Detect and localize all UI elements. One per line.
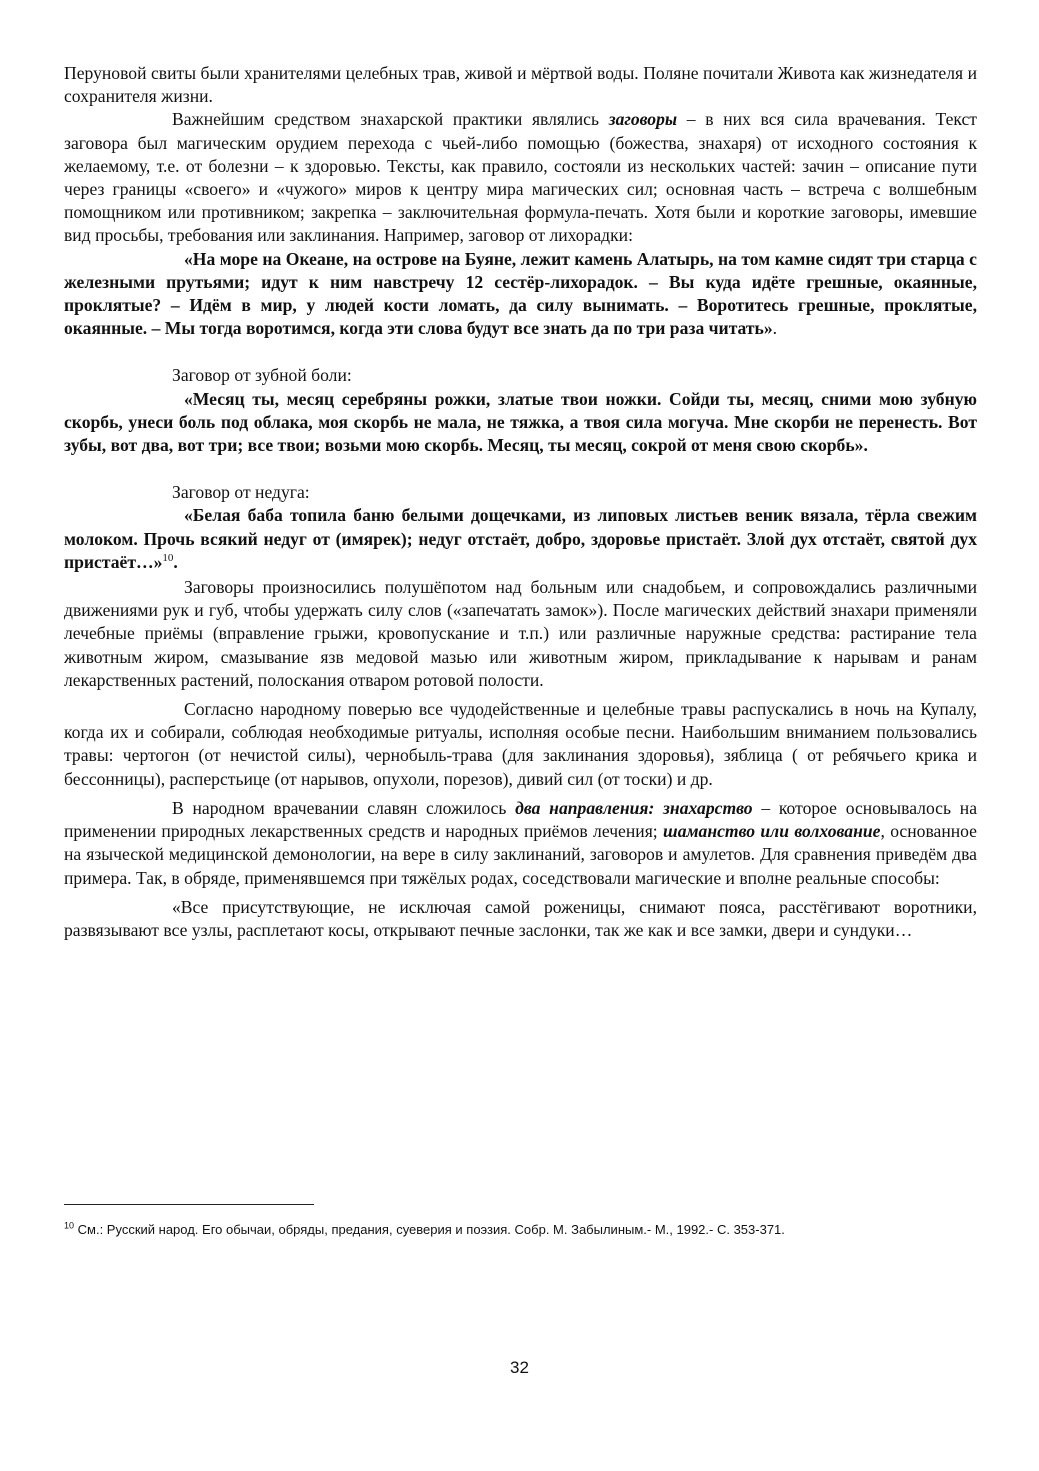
spell-fever	[64, 248, 977, 341]
spacer	[64, 457, 977, 481]
paragraph-5-text-cont: – которое основывалось на применении природных лекарственных средств и народных приёмов лечения;	[64, 797, 978, 842]
term-zagovory: заговоры	[608, 109, 678, 130]
paragraph-5-text: В народном врачевании славян сложилось	[172, 797, 516, 818]
footnote-text: См.: Русский народ. Его обычаи, обряды, предания, суеверия и поэзия. Собр. М. Забылиным.- М., 1992.- С. 353-371.	[74, 1222, 785, 1237]
paragraph-2-text: Важнейшим средством знахарской практики являлись	[172, 109, 609, 130]
heading-ailment: Заговор от недуга:	[172, 482, 310, 503]
paragraph-6: «Все присутствующие, не исключая самой роженицы, снимают пояса, расстёгивают воротники, развязывают все узлы, расплетают косы, открывают печные заслонки, так же как и все замки, двери и сундуки…	[64, 896, 977, 940]
paragraph-4: Согласно народному поверью все чудодейственные и целебные травы распускались в ночь на Купалу, когда их и собирали, соблюдая необходимые ритуалы, исполняя особые песни. Наибольшим вниманием пользовались травы: чертогон (от нечистой силы), чернобыль-трава (для заклинания здоровья), зяблица ( от ребячьего крика и бессонницы), расперстьице (от нарывов, опухоли, порезов), дивий сил (от тоски) и др.	[64, 699, 977, 789]
spacer	[64, 340, 977, 364]
spell-fever-text: «На море на Океане, на острове на Буяне, лежит камень Алатырь, на том камне сидят три старца с железными прутьями; идут к ним навстречу 12 сестёр-лихорадок. – Вы куда идёте грешные, окаянные, проклятые? – Идём в мир, у людей кости ломать, да силу вынимать. – Воротитесь грешные, проклятые, окаянные. – Мы тогда воротимся, когда эти слова будут все знать да по три раза читать»	[64, 248, 977, 339]
spell-toothache: «Месяц ты, месяц серебряны рожки, златые твои ножки. Сойди ты, месяц, сними мою зубную скорбь, унеси боль под облака, моя скорбь не мала, не тяжка, а твоя сила могуча. Мне скорби не перенесть. Вот зубы, вот два, вот три; все твои; возьми мою скорбь. Месяц, ты месяц, сокрой от меня свою скорбь».	[64, 388, 977, 456]
heading-toothache: Заговор от зубной боли:	[172, 365, 352, 386]
footnote-separator	[64, 1204, 314, 1205]
footnote-ref: 10	[162, 552, 174, 564]
spell-ailment-text: «Белая баба топила баню белыми дощечками, из липовых листьев веник вязала, тёрла свежим молоком. Прочь всякий недуг от (имярек); недуг отстаёт, добро, здоровье пристаёт. Злой дух отстаёт, святой дух пристаёт…»	[64, 505, 977, 572]
page-number: 32	[510, 1358, 529, 1377]
page-body	[64, 62, 977, 942]
term-shamanism: шаманство или волхование	[663, 821, 881, 842]
paragraph-3: Заговоры произносились полушёпотом над больным или снадобьем, и сопровождались различными движениями рук и губ, чтобы удержать силу слов («запечатать замок»). После магических действий знахари применяли лечебные приёмы (вправление грыжи, кровопускание и т.п.) или различные наружные средства: растирание тела животным жиром, смазывание язв медовой мазью или животным жиром, прикладывание к нарывам и ранам лекарственных растений, полоскания отваром ротовой полости.	[64, 577, 977, 690]
footnote-number: 10	[64, 1220, 75, 1231]
paragraph-5	[64, 797, 977, 890]
footnote	[64, 1221, 977, 1239]
paragraph-2-text-cont: – в них вся сила врачевания. Текст заговора был магическим орудием перехода с чьей-либо помощью (божества, знахаря) от исходного состояния к желаемому, т.е. от болезни – к здоровью. Тексты, как правило, состояли из нескольких частей: зачин – описание пути через границы «своего» и «чужого» миров к центру мира магических сил; основная часть – встреча с волшебным помощником или противником; закрепка – заключительная формула-печать. Хотя были и короткие заговоры, имевшие вид просьбы, требования или заклинания. Например, заговор от лихорадки:	[64, 109, 977, 246]
spell-ailment-end: .	[173, 551, 178, 572]
spell-fever-end: .	[772, 318, 778, 339]
paragraph-5-text-end: , основанное на языческой медицинской демонологии, на вере в силу заклинаний, заговоров и амулетов. Для сравнения приведём два примера. Так, в обряде, применявшемся при тяжёлых родах, соседствовали магические и вполне реальные способы:	[64, 821, 977, 888]
paragraph-1: Перуновой свиты были хранителями целебных трав, живой и мёртвой воды. Поляне почитали Живота как жизнедателя и сохранителя жизни.	[64, 63, 977, 107]
term-two-directions: два направления: знахарство	[515, 797, 753, 818]
paragraph-2	[64, 108, 977, 247]
spell-ailment	[64, 504, 977, 574]
